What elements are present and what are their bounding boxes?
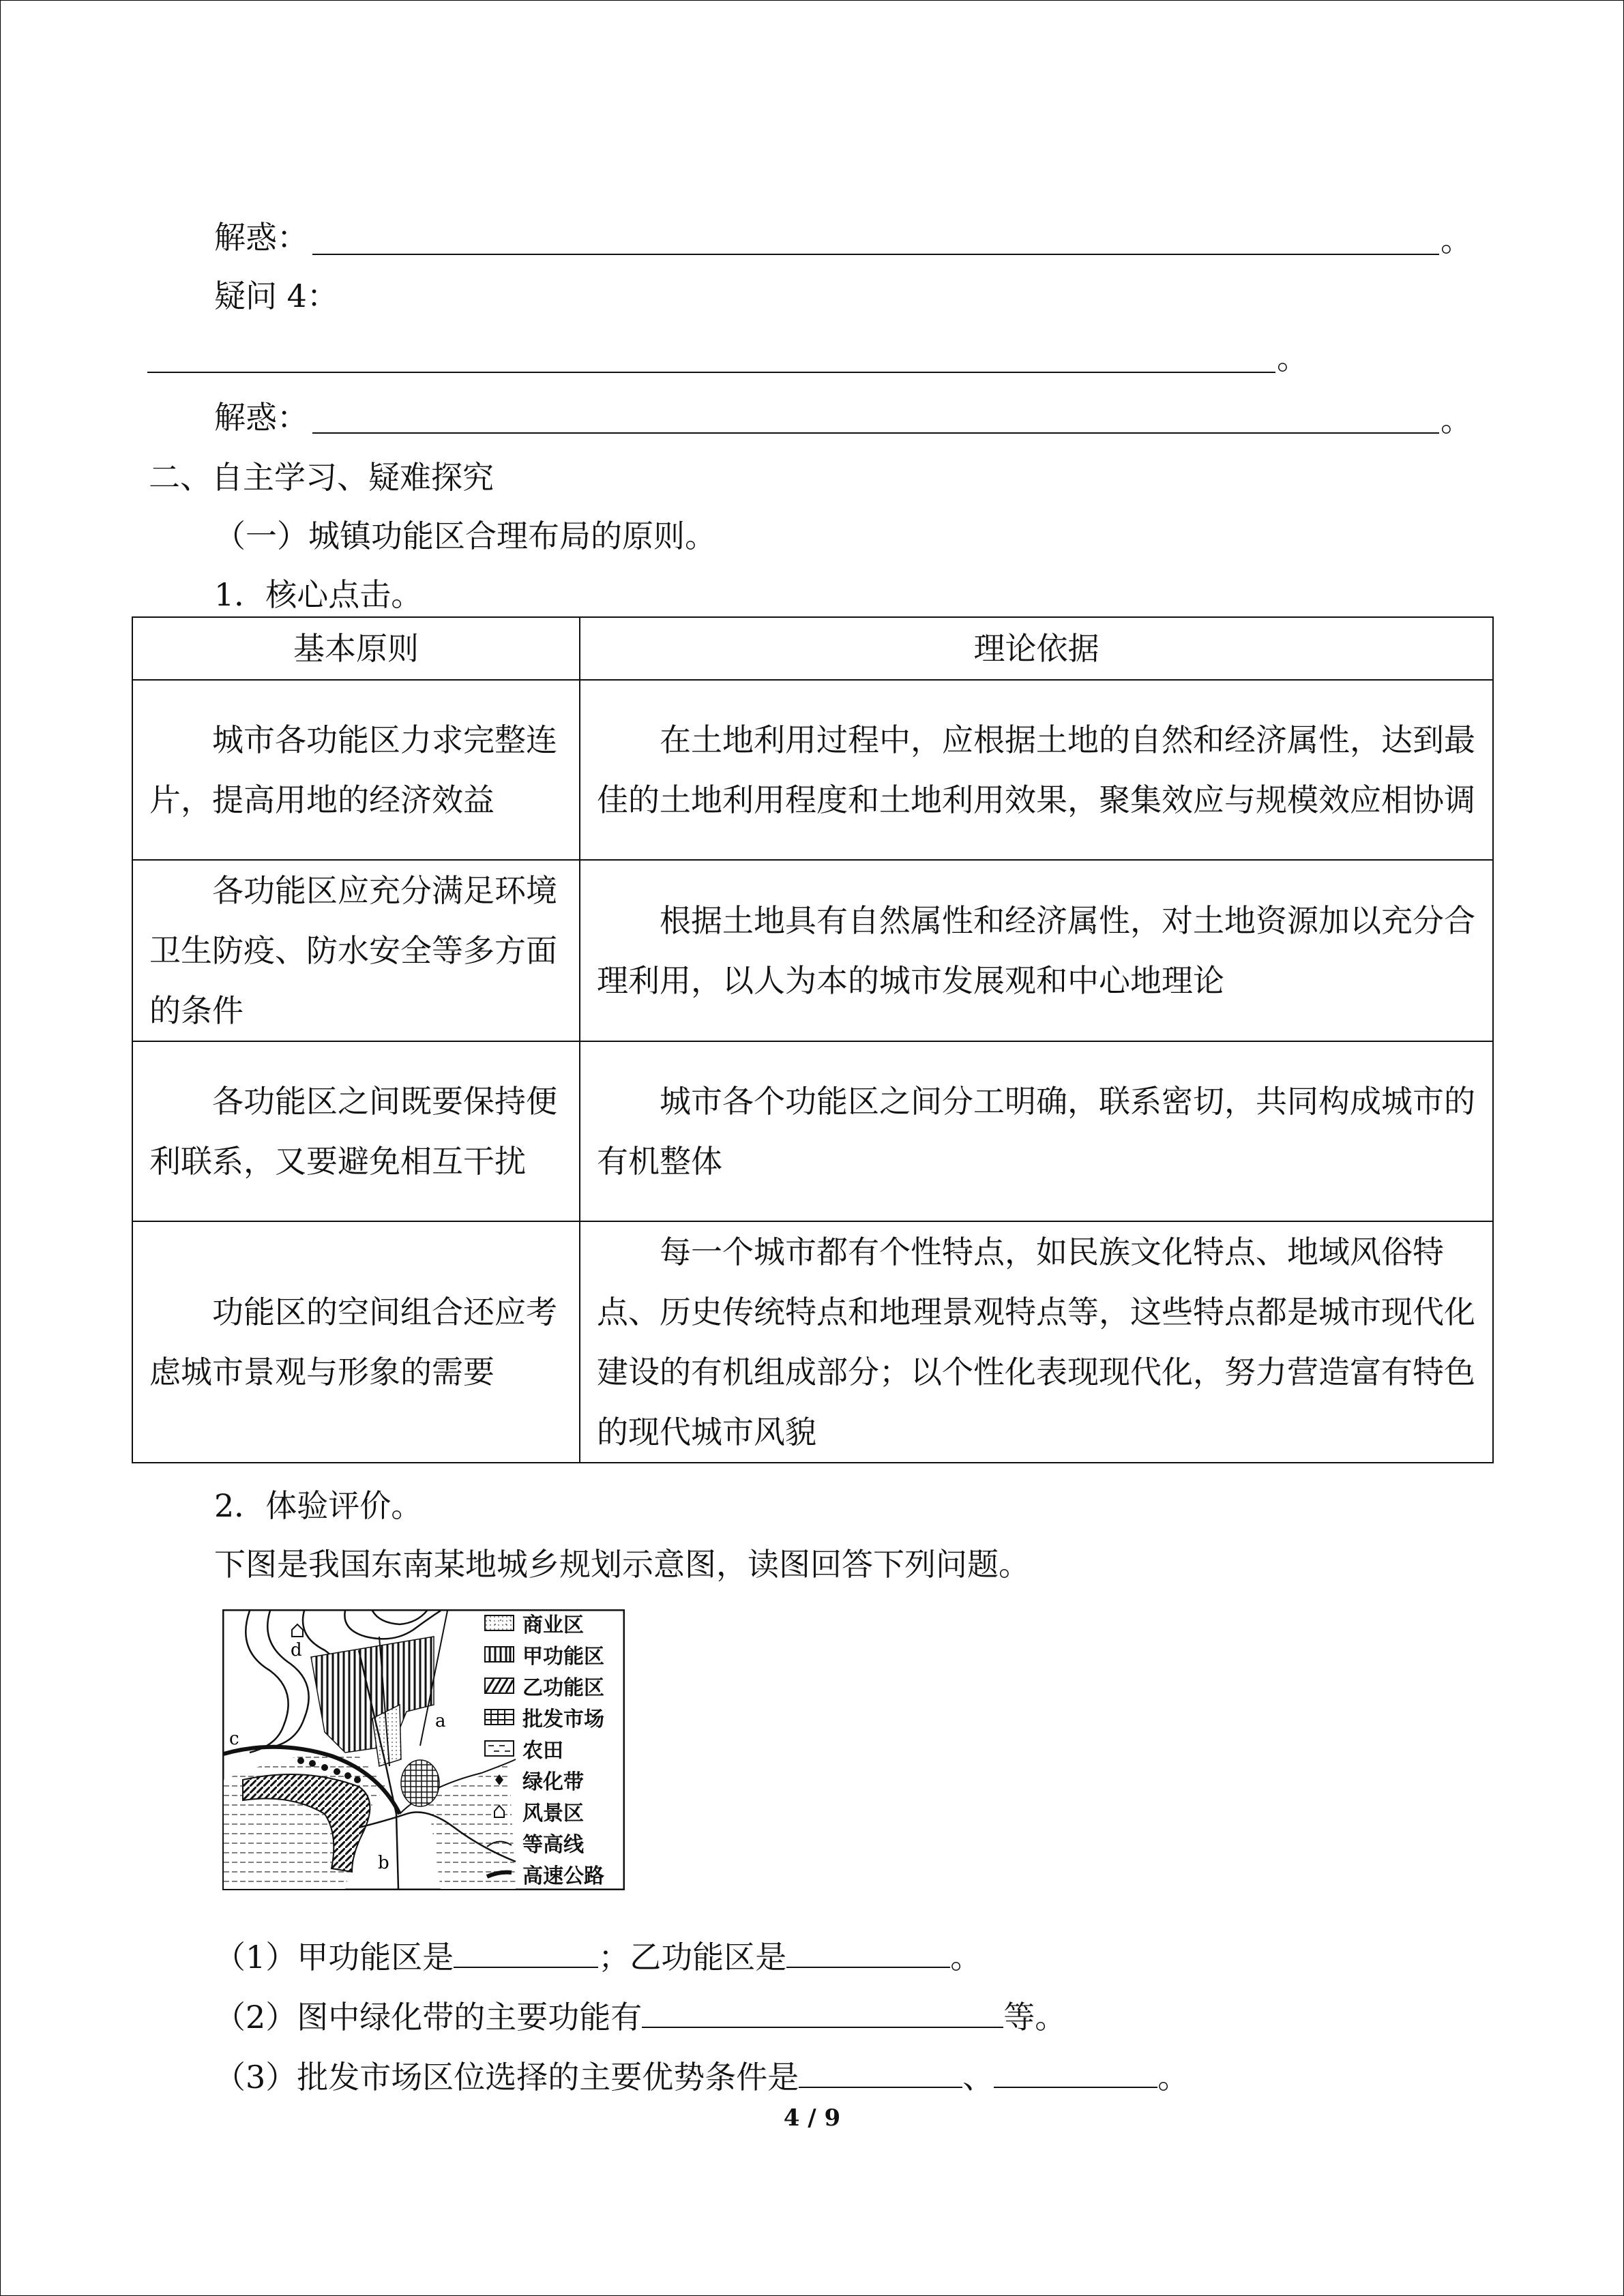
jiehuo-2 (214, 397, 308, 438)
legend-item (484, 1766, 584, 1793)
question-1 (214, 1935, 981, 1978)
header-basis: 理论依据 (580, 617, 1493, 680)
table-row (132, 680, 1493, 860)
q1-text: （1）甲功能区是 (214, 1939, 454, 1976)
q3-sep: 、 (962, 2059, 994, 2096)
highway-icon (484, 1866, 514, 1882)
principle-cell: 城市各功能区力求完整连片，提高用地的经济效益 (132, 680, 580, 860)
label-d: d (291, 1640, 302, 1660)
green-belt-icon (484, 1772, 514, 1788)
label-c: c (229, 1729, 239, 1749)
period: 。 (1277, 340, 1308, 376)
legend-label: 商业区 (522, 1613, 584, 1637)
label-a: a (435, 1711, 446, 1731)
zone-a-swatch-icon (484, 1646, 514, 1663)
period: 。 (1441, 222, 1472, 258)
jiehuo-label: 解惑： (214, 399, 308, 436)
legend-item (484, 1798, 584, 1825)
principle-cell: 各功能区应充分满足环境卫生防疫、防水安全等多方面的条件 (132, 860, 580, 1041)
answer-blank[interactable] (312, 432, 1439, 434)
question-3 (214, 2055, 1189, 2098)
q1-text-b: ；乙功能区是 (598, 1939, 787, 1976)
scenic-area-icon (484, 1803, 514, 1819)
basis-cell: 根据土地具有自然属性和经济属性，对土地资源加以充分合理利用，以人为本的城市发展观和中心地理论 (580, 860, 1493, 1041)
yiwen-label: 疑问 4： (214, 278, 338, 314)
basis-cell: 在土地利用过程中，应根据土地的自然和经济属性，达到最佳的土地利用程度和土地利用效果，聚集效应与规模效应相协调 (580, 680, 1493, 860)
legend-label: 批发市场 (522, 1708, 604, 1731)
answer-blank[interactable] (312, 254, 1439, 255)
item-1-heading: 1．核心点击。 (214, 576, 423, 613)
principles-table (132, 616, 1494, 1463)
figure-intro: 下图是我国东南某地城乡规划示意图，读图回答下列问题。 (214, 1546, 1030, 1583)
q3-blank-a[interactable] (799, 2055, 962, 2088)
legend-item (484, 1703, 604, 1731)
question-2 (214, 1995, 1066, 2038)
table-row (132, 1041, 1493, 1221)
legend-item (484, 1672, 604, 1699)
legend-item (484, 1735, 563, 1762)
table-header-row (132, 617, 1493, 680)
principle-cell: 功能区的空间组合还应考虑城市景观与形象的需要 (132, 1221, 580, 1463)
legend-item (484, 1641, 604, 1668)
jiehuo-label: 解惑： (214, 219, 308, 256)
legend-label: 农田 (522, 1739, 563, 1763)
page-number: 4 / 9 (783, 2104, 841, 2132)
principle-cell: 各功能区之间既要保持便利联系，又要避免相互干扰 (132, 1041, 580, 1221)
table-row (132, 860, 1493, 1041)
q1-blank-a[interactable] (454, 1935, 598, 1968)
zone-b-swatch-icon (484, 1678, 514, 1694)
q2-blank[interactable] (642, 1995, 1003, 2028)
header-principle: 基本原则 (132, 617, 580, 680)
legend-label: 乙功能区 (522, 1676, 604, 1700)
jiehuo-1 (214, 217, 308, 258)
q2-text-b: 等。 (1003, 1999, 1067, 2036)
label-b: b (378, 1853, 389, 1873)
legend-item (484, 1829, 584, 1856)
legend-item (484, 1609, 584, 1637)
table-row (132, 1221, 1493, 1463)
basis-cell: 每一个城市都有个性特点，如民族文化特点、地域风俗特点、历史传统特点和地理景观特点等，这些特点都是城市现代化建设的有机组成部分；以个性化表现现代化，努力营造富有特色的现代城市风貌 (580, 1221, 1493, 1463)
market-swatch-icon (484, 1709, 514, 1725)
basis-cell: 城市各个功能区之间分工明确，联系密切，共同构成城市的有机整体 (580, 1041, 1493, 1221)
legend-label: 绿化带 (522, 1770, 584, 1794)
q2-text: （2）图中绿化带的主要功能有 (214, 1999, 643, 2036)
subsection-heading: （一）城镇功能区合理布局的原则。 (214, 518, 716, 554)
legend-label: 高速公路 (522, 1864, 604, 1888)
legend-label: 等高线 (522, 1833, 584, 1857)
farmland-swatch-icon (484, 1740, 514, 1757)
item-2-heading: 2．体验评价。 (214, 1487, 423, 1524)
q3-text: （3）批发市场区位选择的主要优势条件是 (214, 2059, 799, 2096)
legend-item (484, 1860, 604, 1888)
map-legend (484, 1609, 621, 1896)
period: 。 (1441, 402, 1472, 438)
q1-blank-b[interactable] (786, 1935, 950, 1968)
question-blank[interactable] (147, 372, 1275, 373)
yiwen-4 (214, 275, 338, 316)
contour-line-icon (484, 1834, 514, 1851)
legend-label: 风景区 (522, 1802, 584, 1825)
period: 。 (1157, 2059, 1190, 2096)
period: 。 (950, 1939, 982, 1976)
section-heading: 二、自主学习、疑难探究 (149, 459, 494, 496)
q3-blank-b[interactable] (994, 2055, 1157, 2088)
legend-label: 甲功能区 (522, 1645, 604, 1669)
commercial-swatch-icon (484, 1615, 514, 1631)
